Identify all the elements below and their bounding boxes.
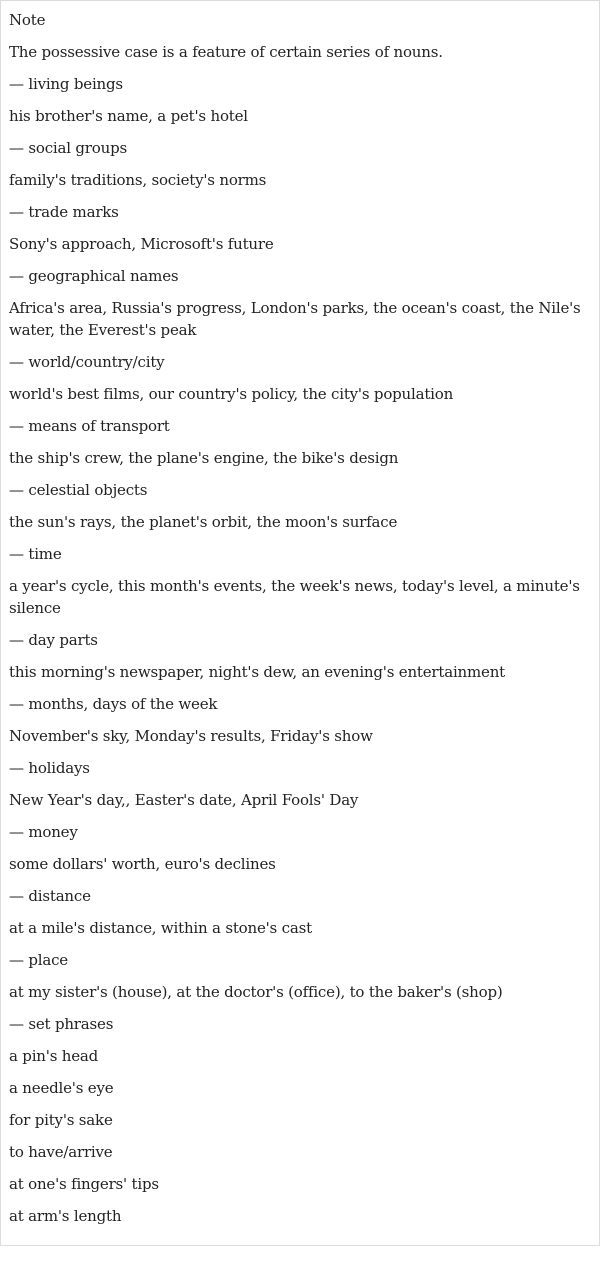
examples: Africa's area, Russia's progress, London's parks, the ocean's coast, the Nile's water, the Everest's peak xyxy=(9,299,581,339)
category-heading: — world/country/city xyxy=(9,353,165,371)
category-heading: — day parts xyxy=(9,631,98,649)
category-heading: — time xyxy=(9,545,62,563)
examples: a year's cycle, this month's events, the week's news, today's level, a minute's silence xyxy=(9,577,580,617)
category-heading: — living beings xyxy=(9,75,123,93)
category-heading: — social groups xyxy=(9,139,127,157)
examples: his brother's name, a pet's hotel xyxy=(9,107,248,125)
set-phrase: a pin's head xyxy=(9,1047,99,1065)
set-phrase: to have/arrive xyxy=(9,1143,113,1161)
examples: family's traditions, society's norms xyxy=(9,171,267,189)
examples: world's best films, our country's policy, the city's population xyxy=(9,385,454,403)
category-heading: — holidays xyxy=(9,759,90,777)
category-heading: — distance xyxy=(9,887,91,905)
examples: November's sky, Monday's results, Friday's show xyxy=(9,727,373,745)
set-phrase: at one's fingers' tips xyxy=(9,1175,159,1193)
set-phrase: a needle's eye xyxy=(9,1079,114,1097)
set-phrase: at arm's length xyxy=(9,1207,122,1225)
note-content xyxy=(1,1,599,1227)
category-heading: — celestial objects xyxy=(9,481,148,499)
examples: the ship's crew, the plane's engine, the bike's design xyxy=(9,449,399,467)
examples: some dollars' worth, euro's declines xyxy=(9,855,276,873)
examples: New Year's day,, Easter's date, April Fools' Day xyxy=(9,791,359,809)
category-heading: — set phrases xyxy=(9,1015,114,1033)
set-phrase: for pity's sake xyxy=(9,1111,113,1129)
examples: at a mile's distance, within a stone's cast xyxy=(9,919,312,937)
note-intro: The possessive case is a feature of certain series of nouns. xyxy=(9,43,443,61)
category-heading: — money xyxy=(9,823,78,841)
examples: the sun's rays, the planet's orbit, the moon's surface xyxy=(9,513,398,531)
category-heading: — means of transport xyxy=(9,417,170,435)
category-heading: — place xyxy=(9,951,68,969)
category-heading: — trade marks xyxy=(9,203,119,221)
examples: at my sister's (house), at the doctor's (office), to the baker's (shop) xyxy=(9,983,503,1001)
examples: this morning's newspaper, night's dew, an evening's entertainment xyxy=(9,663,505,681)
examples: Sony's approach, Microsoft's future xyxy=(9,235,274,253)
note-heading: Note xyxy=(9,11,46,29)
category-heading: — months, days of the week xyxy=(9,695,218,713)
category-heading: — geographical names xyxy=(9,267,179,285)
